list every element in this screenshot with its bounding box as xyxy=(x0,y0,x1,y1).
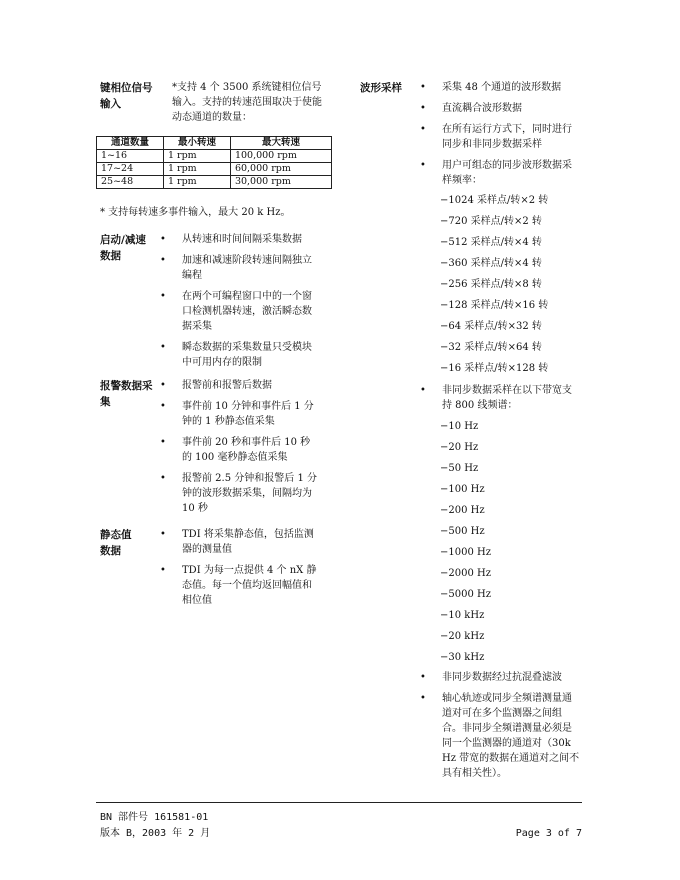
sync-rate-item: −256 采样点/转×8 转 xyxy=(440,279,542,290)
table-header: 最大转速 xyxy=(230,137,331,150)
waveform-list-bottom xyxy=(420,670,580,787)
list-item: • 非同步数据经过抗混叠滤波 xyxy=(420,670,580,685)
sync-rate-item: −16 采样点/转×128 转 xyxy=(440,363,549,374)
footer-part-number: BN 部件号 161581-01 xyxy=(100,812,209,823)
list-item: • 报警前和报警后数据 xyxy=(160,378,320,393)
static-list xyxy=(160,527,320,614)
async-band-item: −30 kHz xyxy=(440,652,485,663)
async-band-item: −2000 Hz xyxy=(440,568,491,579)
async-band-list xyxy=(440,419,590,671)
table-header-row xyxy=(97,137,332,150)
table-cell: 1 rpm xyxy=(163,176,230,189)
sync-rate-item: −360 采样点/转×4 转 xyxy=(440,258,542,269)
keyphasor-note: * 支持每转速多事件输入，最大 20 k Hz。 xyxy=(100,207,291,218)
async-intro-list xyxy=(420,383,580,419)
async-band-item: −1000 Hz xyxy=(440,547,491,558)
table-header: 最小转速 xyxy=(163,137,230,150)
list-item: • 直流耦合波形数据 xyxy=(420,101,580,116)
waveform-heading: 波形采样 xyxy=(360,82,402,94)
startup-list xyxy=(160,232,320,376)
sync-rate-item: −1024 采样点/转×2 转 xyxy=(440,195,549,206)
sync-rate-item: −720 采样点/转×2 转 xyxy=(440,216,542,227)
list-item: • TDI 将采集静态值，包括监测器的测量值 xyxy=(160,527,320,557)
async-band-item: −500 Hz xyxy=(440,526,485,537)
async-band-item: −20 Hz xyxy=(440,442,479,453)
list-item: • 在两个可编程窗口中的一个窗口检测机器转速，激活瞬态数据采集 xyxy=(160,289,320,334)
table-cell: 100,000 rpm xyxy=(230,150,331,163)
list-item: • 轴心轨迹或同步全频谱测量通道对可在多个监测器之间组合。非同步全频谱测量必须是同一个监测器的通道对（30k Hz 带宽的数据在通道对之间不具有相关性）。 xyxy=(420,691,580,781)
async-band-item: −20 kHz xyxy=(440,631,485,642)
table-cell: 1~16 xyxy=(97,150,164,163)
list-item: • 采集 48 个通道的波形数据 xyxy=(420,80,580,95)
table-cell: 1 rpm xyxy=(163,150,230,163)
async-band-item: −200 Hz xyxy=(440,505,485,516)
list-item: • 事件前 20 秒和事件后 10 秒的 100 毫秒静态值采集 xyxy=(160,435,320,465)
waveform-list-top xyxy=(420,80,580,194)
list-item: • 报警前 2.5 分钟和报警后 1 分钟的波形数据采集，间隔均为 10 秒 xyxy=(160,471,320,516)
list-item: • 事件前 10 分钟和事件后 1 分钟的 1 秒静态值采集 xyxy=(160,399,320,429)
sync-rate-item: −64 采样点/转×32 转 xyxy=(440,321,542,332)
list-item: • 用户可组态的同步波形数据采样频率： xyxy=(420,158,580,188)
alarm-heading: 报警数据采集 xyxy=(100,380,153,408)
sync-rate-item: −32 采样点/转×64 转 xyxy=(440,342,542,353)
table-row xyxy=(97,163,332,176)
keyphasor-heading: 键相位信号输入 xyxy=(100,82,153,110)
list-item: • 从转速和时间间隔采集数据 xyxy=(160,232,320,247)
table-cell: 60,000 rpm xyxy=(230,163,331,176)
table-row xyxy=(97,176,332,189)
sync-rate-item: −512 采样点/转×4 转 xyxy=(440,237,542,248)
table-cell: 1 rpm xyxy=(163,163,230,176)
alarm-list xyxy=(160,378,320,522)
async-band-item: −50 Hz xyxy=(440,463,479,474)
table-cell: 25~48 xyxy=(97,176,164,189)
list-item: • 瞬态数据的采集数量只受模块中可用内存的限制 xyxy=(160,340,320,370)
list-item: • 加速和减速阶段转速间隔独立编程 xyxy=(160,253,320,283)
footer-page-number: Page 3 of 7 xyxy=(515,828,582,839)
async-band-item: −10 kHz xyxy=(440,610,485,621)
async-band-item: −10 Hz xyxy=(440,421,479,432)
async-band-item: −100 Hz xyxy=(440,484,485,495)
async-band-item: −5000 Hz xyxy=(440,589,491,600)
startup-heading: 启动/减速数据 xyxy=(100,234,146,262)
list-item: • TDI 为每一点提供 4 个 nX 静态值。每一个值均返回幅值和相位值 xyxy=(160,563,320,608)
table-header: 通道数量 xyxy=(97,137,164,150)
keyphasor-text: *支持 4 个 3500 系统键相位信号输入。支持的转速范围取决于使能动态通道的数量： xyxy=(172,82,322,123)
table-row xyxy=(97,150,332,163)
static-heading: 静态值数据 xyxy=(100,529,132,557)
list-item: • 非同步数据采样在以下带宽支持 800 线频谱： xyxy=(420,383,580,413)
list-item: • 在所有运行方式下，同时进行同步和非同步数据采样 xyxy=(420,122,580,152)
table-cell: 17~24 xyxy=(97,163,164,176)
table-cell: 30,000 rpm xyxy=(230,176,331,189)
speed-range-table xyxy=(96,136,332,189)
sync-rate-item: −128 采样点/转×16 转 xyxy=(440,300,549,311)
sync-rate-list xyxy=(440,193,590,382)
footer-divider xyxy=(96,802,582,803)
footer-version: 版本 B，2003 年 2 月 xyxy=(100,828,211,839)
